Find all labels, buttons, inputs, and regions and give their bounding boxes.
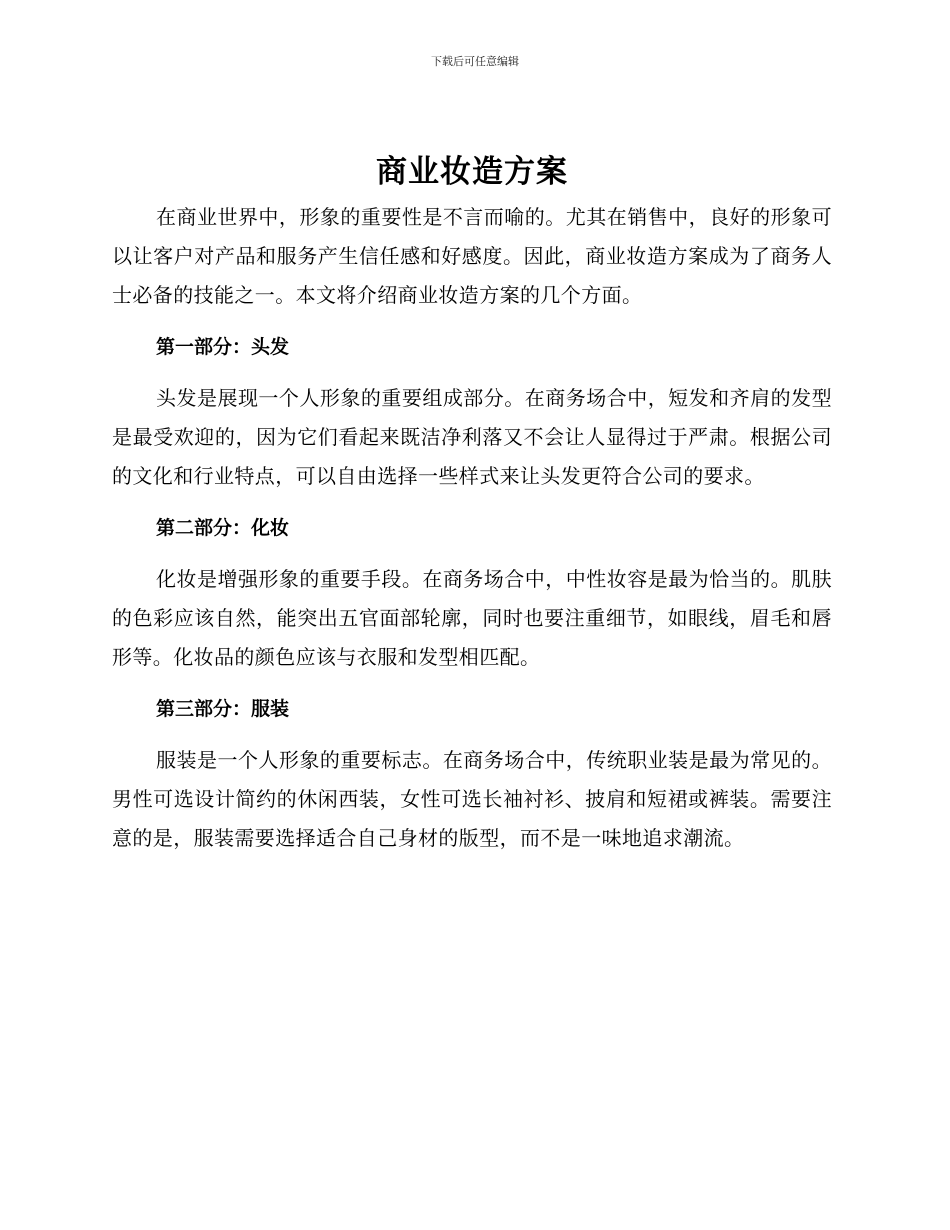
section-heading-hair: 第一部分：头发	[156, 336, 290, 358]
section-body-hair: 头发是展现一个人形象的重要组成部分。在商务场合中，短发和齐肩的发型是最受欢迎的，因为它们看起来既洁净利落又不会让人显得过于严肃。根据公司的文化和行业特点，可以自由选择一些样式来让头发更符合公司的要求。	[112, 386, 832, 488]
intro-paragraph: 在商业世界中，形象的重要性是不言而喻的。尤其在销售中，良好的形象可以让客户对产品和服务产生信任感和好感度。因此，商业妆造方案成为了商务人士必备的技能之一。本文将介绍商业妆造方案的几个方面。	[112, 205, 832, 307]
section-body-clothing: 服装是一个人形象的重要标志。在商务场合中，传统职业装是最为常见的。男性可选设计简约的休闲西装，女性可选长袖衬衫、披肩和短裙或裤装。需要注意的是，服装需要选择适合自己身材的版型，而不是一味地追求潮流。	[112, 748, 832, 850]
document-title: 商业妆造方案	[376, 154, 568, 190]
section-heading-clothing: 第三部分：服装	[156, 698, 290, 720]
section-body-makeup: 化妆是增强形象的重要手段。在商务场合中，中性妆容是最为恰当的。肌肤的色彩应该自然，能突出五官面部轮廓，同时也要注重细节，如眼线，眉毛和唇形等。化妆品的颜色应该与衣服和发型相匹配。	[112, 567, 832, 669]
document-content	[112, 150, 832, 858]
section-heading-makeup: 第二部分：化妆	[156, 517, 290, 539]
header-note: 下载后可任意编辑	[431, 55, 519, 68]
